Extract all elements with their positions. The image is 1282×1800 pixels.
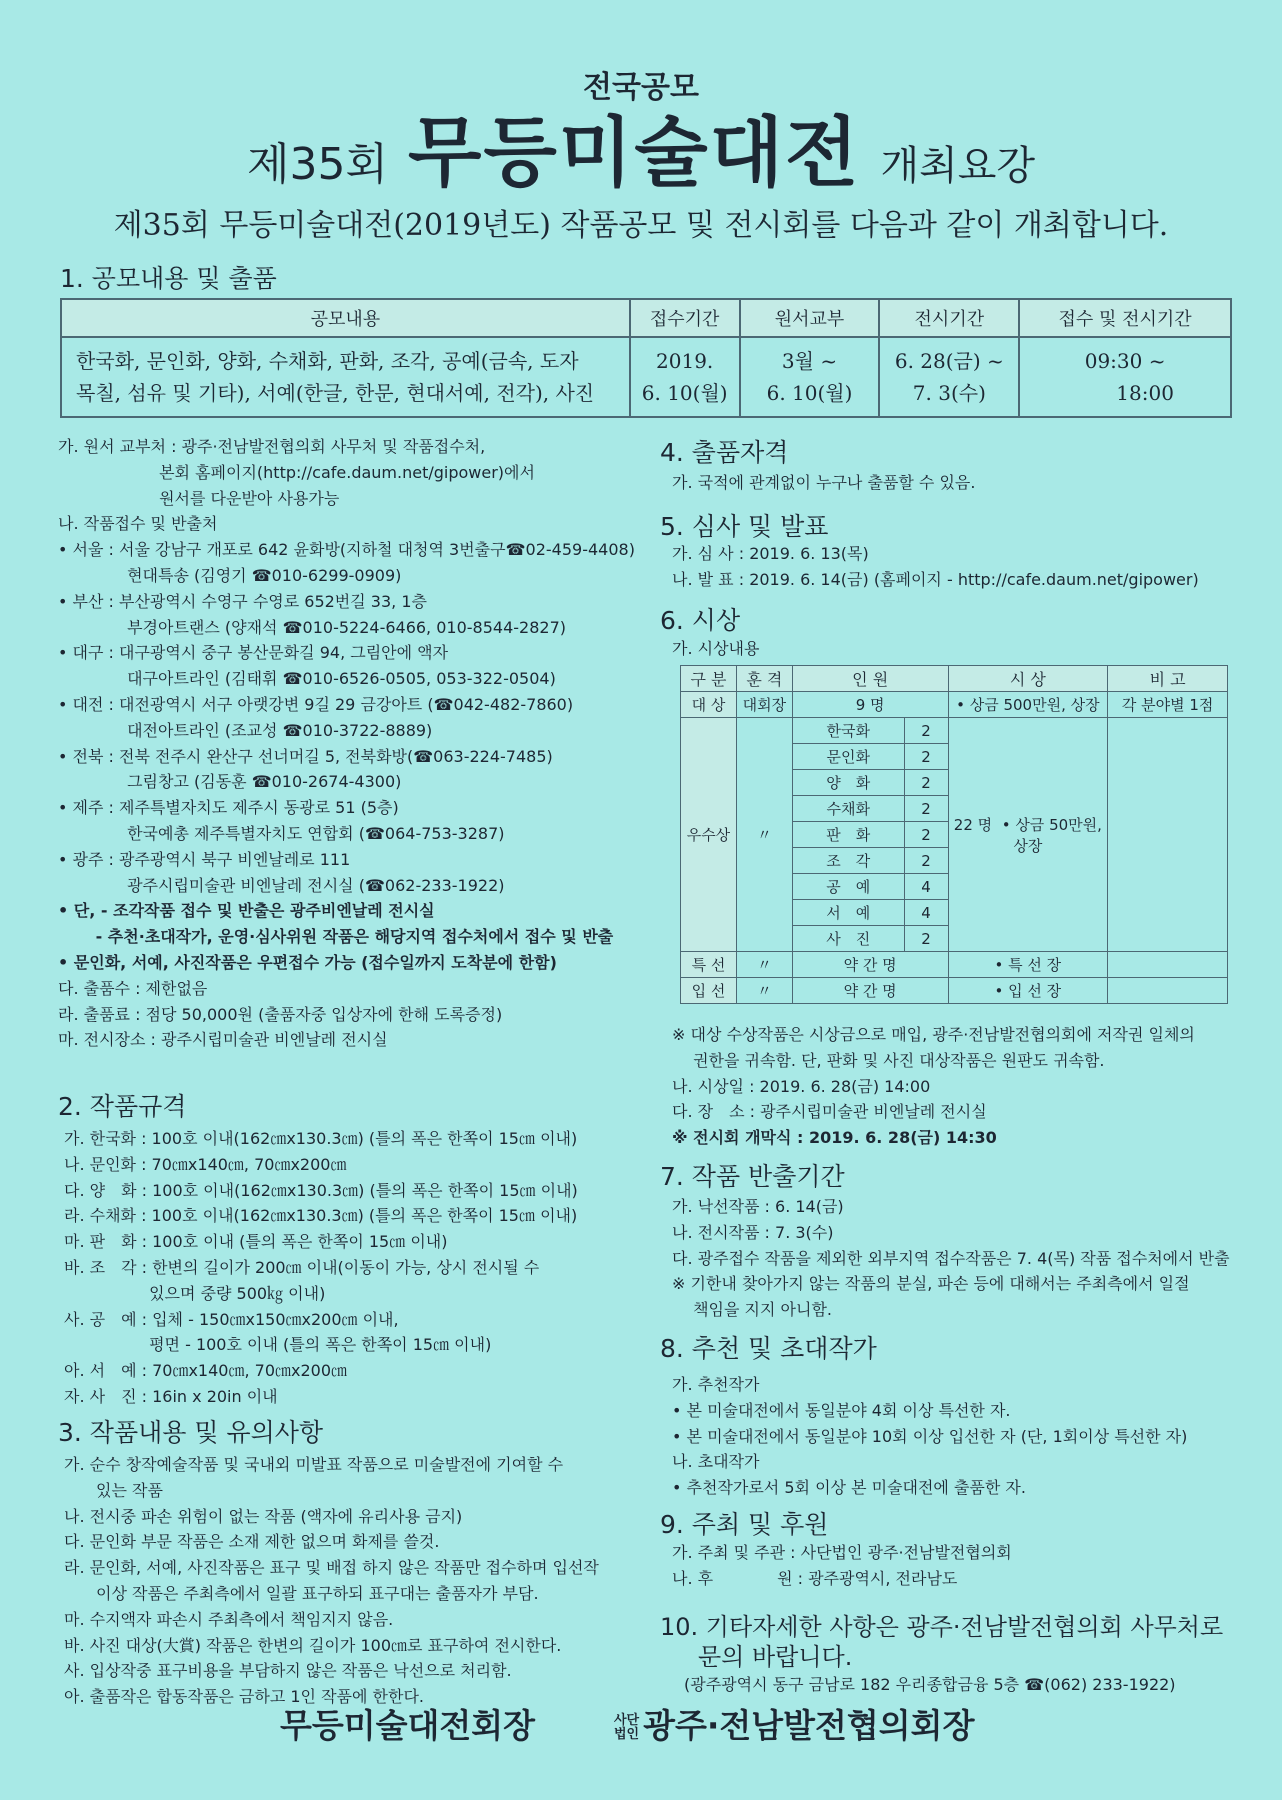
artist-line: • 본 미술대전에서 동일분야 10회 이상 입선한 자 (단, 1회이상 특선한 자) — [672, 1426, 1188, 1446]
excellence-total: 22 명 — [953, 815, 993, 834]
spec-line: 가. 한국화 : 100호 이내(162㎝x130.3㎝) (틀의 폭은 한쪽이 15㎝ 이내) — [64, 1129, 578, 1148]
entry-content: 한국화, 문인화, 양화, 수채화, 판화, 조각, 공예(금속, 도자 목칠, 섬유 및 기타), 서예(한글, 한문, 현대서예, 전각), 사진 — [61, 337, 630, 417]
field-name: 수채화 — [792, 796, 904, 822]
header-count: 인 원 — [792, 666, 948, 692]
opening-ceremony: ※ 전시회 개막식 : 2019. 6. 28(금) 14:30 — [672, 1128, 997, 1148]
artist-line: 가. 추천작가 — [672, 1375, 760, 1394]
opening-hours: 09:30 ~ 18:00 — [1019, 337, 1231, 417]
header-forms: 원서교부 — [740, 299, 880, 337]
header-content: 공모내용 — [61, 299, 630, 337]
info-line: • 전북 : 전북 전주시 완산구 선너머길 5, 전북화방(☎063-224-7485) — [58, 746, 553, 766]
spec-line: 평면 - 100호 이내 (틀의 폭은 한쪽이 15㎝ 이내) — [64, 1335, 492, 1355]
header-award: 시 상 — [948, 666, 1108, 692]
info-line: 광주시립미술관 비엔날레 전시실 (☎062-233-1922) — [58, 875, 505, 895]
return-line: 나. 전시작품 : 7. 3(수) — [672, 1222, 834, 1242]
section8-title: 8. 추천 및 초대작가 — [660, 1334, 877, 1363]
note-line: 가. 순수 창작예술작품 및 국내외 미발표 작품으로 미술발전에 기여할 수 — [64, 1455, 564, 1474]
excellence-prize: • 상금 50만원, 상장 — [1001, 815, 1102, 855]
selected-note — [1108, 978, 1228, 1004]
spec-line: 다. 양 화 : 100호 이내(162㎝x130.3㎝) (틀의 폭은 한쪽이 15㎝ 이내) — [64, 1180, 578, 1200]
selected-honor: 〃 — [736, 978, 792, 1004]
artist-line: • 본 미술대전에서 동일분야 4회 이상 특선한 자. — [672, 1400, 1011, 1420]
special-honor: 〃 — [736, 952, 792, 978]
footer-association-name: 광주·전남발전협의회장 — [643, 1706, 975, 1745]
field-count: 2 — [904, 796, 948, 822]
exhibition-period: 6. 28(금) ~ 7. 3(수) — [879, 337, 1019, 417]
spec-line: 바. 조 각 : 한변의 길이가 200㎝ 이내(이동이 가능, 상시 전시될 수 — [64, 1257, 540, 1277]
info-line: 라. 출품료 : 점당 50,000원 (출품자중 입상자에 한해 도록증정) — [58, 1004, 503, 1024]
info-line: • 부산 : 부산광역시 수영구 수영로 652번길 33, 1층 — [58, 591, 427, 611]
header-honor: 훈 격 — [736, 666, 792, 692]
corporation-mark: 사단 법인 — [614, 1712, 640, 1742]
title-suffix: 개최요강 — [880, 143, 1036, 189]
footer-chair: 무등미술대전회장 — [280, 1706, 536, 1745]
footer-association — [614, 1700, 974, 1747]
event-name: 무등미술대전 — [407, 108, 861, 197]
field-name: 서 예 — [792, 900, 904, 926]
selected-category: 입 선 — [681, 978, 737, 1004]
info-line: • 문인화, 서예, 사진작품은 우편접수 가능 (접수일까지 도착분에 한함) — [58, 952, 557, 972]
section3-title: 3. 작품내용 및 유의사항 — [58, 1418, 324, 1447]
info-line: 현대특송 (김영기 ☎010-6299-0909) — [58, 565, 402, 585]
header-hours: 접수 및 전시기간 — [1019, 299, 1231, 337]
section4-title: 4. 출품자격 — [660, 438, 789, 467]
award-note-line: ※ 대상 수상작품은 시상금으로 매입, 광주·전남발전협의회에 저작권 일체의 — [672, 1025, 1195, 1044]
header-category: 구 분 — [681, 666, 737, 692]
note-line: 이상 작품은 주최측에서 일괄 표구하되 표구대는 출품자가 부담. — [64, 1583, 539, 1603]
field-count: 4 — [904, 874, 948, 900]
header-note: 비 고 — [1108, 666, 1228, 692]
spec-line: 아. 서 예 : 70㎝x140㎝, 70㎝x200㎝ — [64, 1361, 348, 1381]
spec-line: 나. 문인화 : 70㎝x140㎝, 70㎝x200㎝ — [64, 1154, 347, 1174]
section10-title-cont: 문의 바랍니다. — [698, 1643, 853, 1671]
grand-note: 각 분야별 1점 — [1108, 692, 1228, 718]
info-line: - 추천·초대작가, 운영·심사위원 작품은 해당지역 접수처에서 접수 및 반출 — [58, 927, 614, 947]
info-line: 다. 출품수 : 제한없음 — [58, 978, 208, 998]
intro-text: 제35회 무등미술대전(2019년도) 작품공모 및 전시회를 다음과 같이 개최합니다. — [113, 208, 1169, 243]
return-line: ※ 기한내 찾아가지 않는 작품의 분실, 파손 등에 대해서는 주최측에서 일절 — [672, 1274, 1190, 1294]
info-line: 가. 원서 교부처 : 광주·전남발전협의회 사무처 및 작품접수처, — [58, 437, 486, 456]
field-count: 2 — [904, 744, 948, 770]
section2-title: 2. 작품규격 — [58, 1092, 187, 1121]
forms-period: 3월 ~ 6. 10(월) — [740, 337, 880, 417]
selected-award: • 입 선 장 — [948, 978, 1108, 1004]
info-line: • 광주 : 광주광역시 북구 비엔날레로 111 — [58, 849, 351, 869]
edition: 제35회 — [246, 139, 388, 190]
header-subtitle: 전국공모 — [583, 70, 699, 105]
excellence-award — [948, 718, 1108, 952]
section10-title: 10. 기타자세한 사항은 광주·전남발전협의회 사무처로 — [660, 1613, 1224, 1641]
info-line: 대전아트라인 (조교성 ☎010-3722-8889) — [58, 720, 433, 740]
note-line: 있는 작품 — [64, 1480, 163, 1500]
special-count: 약 간 명 — [792, 952, 948, 978]
header-exhibition: 전시기간 — [879, 299, 1019, 337]
section9-title: 9. 주최 및 후원 — [660, 1510, 829, 1539]
entry-table — [60, 298, 1232, 418]
field-count: 2 — [904, 848, 948, 874]
eligibility — [672, 470, 1242, 496]
spec-list — [64, 1126, 654, 1410]
grand-award: • 상금 500만원, 상장 — [948, 692, 1108, 718]
note-line: 마. 수지액자 파손시 주최측에서 책임지지 않음. — [64, 1609, 394, 1629]
spec-line: 마. 판 화 : 100호 이내 (틀의 폭은 한쪽이 15㎝ 이내) — [64, 1232, 448, 1252]
note-line: 나. 전시중 파손 위험이 없는 작품 (액자에 유리사용 금지) — [64, 1506, 463, 1526]
return-line: 가. 낙선작품 : 6. 14(금) — [672, 1197, 844, 1216]
field-name: 공 예 — [792, 874, 904, 900]
organizers — [672, 1540, 1242, 1592]
section1-title: 1. 공모내용 및 출품 — [60, 264, 277, 293]
selected-count: 약 간 명 — [792, 978, 948, 1004]
judging — [672, 541, 1242, 593]
note-line: 바. 사진 대상(大賞) 작품은 한변의 길이가 100㎝로 표구하여 전시한다. — [64, 1635, 562, 1655]
awards-subtitle: 가. 시상내용 — [672, 639, 760, 658]
grand-count: 9 명 — [792, 692, 948, 718]
award-note-line: 권한을 귀속함. 단, 판화 및 사진 대상작품은 원판도 귀속함. — [672, 1050, 1105, 1070]
info-line: • 서울 : 서울 강남구 개포로 642 윤화방(지하철 대청역 3번출구☎02-459-4408) — [58, 540, 635, 560]
spec-line: 사. 공 예 : 입체 - 150㎝x150㎝x200㎝ 이내, — [64, 1309, 399, 1329]
reception-period: 2019. 6. 10(월) — [630, 337, 740, 417]
grand-category: 대 상 — [681, 692, 737, 718]
award-note-line: 다. 장 소 : 광주시립미술관 비엔날레 전시실 — [672, 1102, 987, 1122]
excellence-category: 우수상 — [681, 718, 737, 952]
eligibility-line: 가. 국적에 관계없이 누구나 출품할 수 있음. — [672, 473, 976, 492]
field-name: 양 화 — [792, 770, 904, 796]
info-line: 대구아트라인 (김태휘 ☎010-6526-0505, 053-322-0504) — [58, 669, 556, 689]
section5-title: 5. 심사 및 발표 — [660, 512, 829, 541]
judging-line: 나. 발 표 : 2019. 6. 14(금) (홈페이지 - http://cafe.daum.net/gipower) — [672, 569, 1199, 589]
return-line: 다. 광주접수 작품을 제외한 외부지역 접수작품은 7. 4(목) 작품 접수처에서 반출 — [672, 1248, 1230, 1268]
info-line: 마. 전시장소 : 광주시립미술관 비엔날레 전시실 — [58, 1030, 388, 1050]
field-name: 판 화 — [792, 822, 904, 848]
award-note-line: 나. 시상일 : 2019. 6. 28(금) 14:00 — [672, 1076, 931, 1096]
organizer-line: 가. 주최 및 주관 : 사단법인 광주·전남발전협의회 — [672, 1543, 1012, 1562]
excellence-honor: 〃 — [736, 718, 792, 952]
field-count: 2 — [904, 926, 948, 952]
note-line: 아. 출품작은 합동작품은 금하고 1인 작품에 한한다. — [64, 1687, 424, 1707]
info-line: • 제주 : 제주특별자치도 제주시 동광로 51 (5층) — [58, 798, 399, 818]
field-name: 사 진 — [792, 926, 904, 952]
special-category: 특 선 — [681, 952, 737, 978]
page-title — [0, 92, 1282, 201]
info-line: 부경아트랜스 (양재석 ☎010-5224-6466, 010-8544-2827) — [58, 617, 566, 637]
artist-line: • 추천작가로서 5회 이상 본 미술대전에 출품한 자. — [672, 1478, 1026, 1498]
organizer-line: 나. 후 원 : 광주광역시, 전라남도 — [672, 1568, 958, 1588]
judging-line: 가. 심 사 : 2019. 6. 13(목) — [672, 544, 869, 563]
section7-title: 7. 작품 반출기간 — [660, 1162, 845, 1191]
info-line: 본회 홈페이지(http://cafe.daum.net/gipower)에서 — [58, 462, 535, 482]
reception-info — [58, 434, 658, 1053]
contact-address: (광주광역시 동구 금남로 182 우리종합금융 5층 ☎(062) 233-1922) — [684, 1675, 1176, 1694]
header-reception: 접수기간 — [630, 299, 740, 337]
artist-line: 나. 초대작가 — [672, 1452, 760, 1472]
spec-line: 라. 수채화 : 100호 이내(162㎝x130.3㎝) (틀의 폭은 한쪽이 15㎝ 이내) — [64, 1206, 578, 1226]
info-line: 원서를 다운받아 사용가능 — [58, 488, 340, 508]
field-name: 문인화 — [792, 744, 904, 770]
awards-table — [680, 665, 1228, 1004]
info-line: • 대전 : 대전광역시 서구 아랫강변 9길 29 금강아트 (☎042-482-7860) — [58, 694, 574, 714]
spec-line: 자. 사 진 : 16in x 20in 이내 — [64, 1386, 278, 1406]
note-line: 라. 문인화, 서예, 사진작품은 표구 및 배접 하지 않은 작품만 접수하며 입선작 — [64, 1558, 599, 1578]
award-notes — [672, 1022, 1242, 1151]
field-name: 한국화 — [792, 718, 904, 744]
field-name: 조 각 — [792, 848, 904, 874]
notes-list — [64, 1452, 654, 1710]
info-line: 나. 작품접수 및 반출처 — [58, 514, 218, 534]
field-count: 2 — [904, 822, 948, 848]
special-award: • 특 선 장 — [948, 952, 1108, 978]
info-line: 그림창고 (김동훈 ☎010-2674-4300) — [58, 772, 402, 792]
excellence-note — [1108, 718, 1228, 952]
field-count: 4 — [904, 900, 948, 926]
field-count: 2 — [904, 718, 948, 744]
grand-honor: 대회장 — [736, 692, 792, 718]
spec-line: 있으며 중량 500㎏ 이내) — [64, 1283, 326, 1303]
return-period — [672, 1194, 1242, 1323]
return-line: 책임을 지지 아니함. — [672, 1300, 832, 1320]
note-line: 다. 문인화 부문 작품은 소재 제한 없으며 화제를 쓸것. — [64, 1532, 440, 1552]
section6-title: 6. 시상 — [660, 606, 741, 635]
info-line: • 단, - 조각작품 접수 및 반출은 광주비엔날레 전시실 — [58, 901, 435, 921]
note-line: 사. 입상작중 표구비용을 부담하지 않은 작품은 낙선으로 처리함. — [64, 1661, 512, 1681]
info-line: • 대구 : 대구광역시 중구 봉산문화길 94, 그림안에 액자 — [58, 643, 449, 663]
field-count: 2 — [904, 770, 948, 796]
special-note — [1108, 952, 1228, 978]
recommended-artists — [672, 1372, 1242, 1501]
info-line: 한국예총 제주특별자치도 연합회 (☎064-753-3287) — [58, 823, 505, 843]
